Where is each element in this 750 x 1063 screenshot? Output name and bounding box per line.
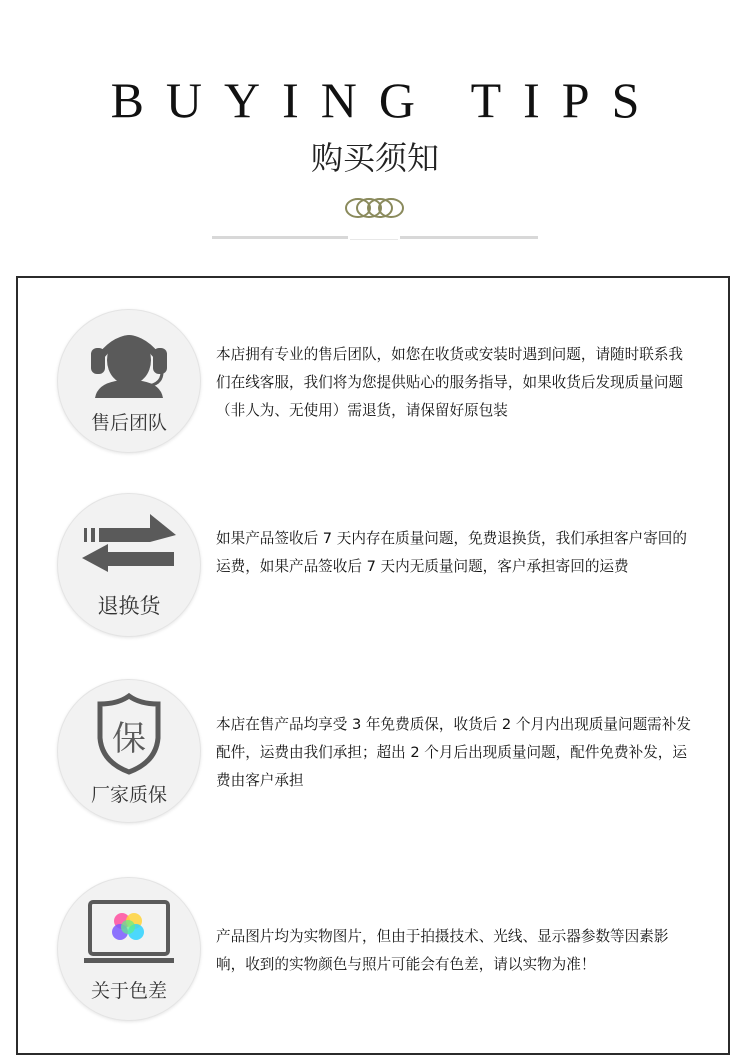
- warranty-text: 本店在售产品均享受 3 年免费质保，收货后 2 个月内出现质量问题需补发配件，运费由我们承担；超出 2 个月后出现质量问题，配件免费补发，运费由客户承担: [216, 716, 691, 789]
- warranty-label: 厂家质保: [90, 784, 167, 806]
- header-divider-left: [212, 236, 348, 239]
- warranty-icon-char: 保: [112, 719, 146, 759]
- after-sales-label: 售后团队: [90, 412, 167, 434]
- after-sales-text: 本店拥有专业的售后团队，如您在收货或安装时遇到问题，请随时联系我们在线客服，我们将为您提供贴心的服务指导，如果收货后发现质量问题（非人为、无使用）需退货，请保留好原包装: [216, 346, 684, 419]
- returns-label: 退换货: [97, 594, 161, 618]
- returns-badge: [57, 493, 201, 637]
- color-difference-badge: [57, 877, 201, 1021]
- color-difference-text: 产品图片均为实物图片，但由于拍摄技术、光线、显示器参数等因素影响，收到的实物颜色与照片可能会有色差，请以实物为准！: [216, 928, 669, 973]
- returns-text: 如果产品签收后 7 天内存在质量问题，免费退换货，我们承担客户寄回的运费，如果产品签收后 7 天内无质量问题，客户承担寄回的运费: [216, 530, 687, 575]
- warranty-badge: [57, 679, 201, 823]
- tip-item-after-sales: [0, 309, 750, 459]
- decorative-rings-icon: [344, 196, 406, 220]
- header-divider-middle: [350, 239, 398, 240]
- tip-item-color-difference: [0, 877, 750, 1027]
- page-title-cn: 购买须知: [310, 139, 439, 177]
- after-sales-badge: [57, 309, 201, 453]
- tip-item-returns: [0, 493, 750, 643]
- page-title-en: BUYING TIPS: [110, 72, 662, 128]
- tip-item-warranty: [0, 679, 750, 829]
- header-divider-right: [400, 236, 538, 239]
- color-difference-label: 关于色差: [90, 980, 167, 1002]
